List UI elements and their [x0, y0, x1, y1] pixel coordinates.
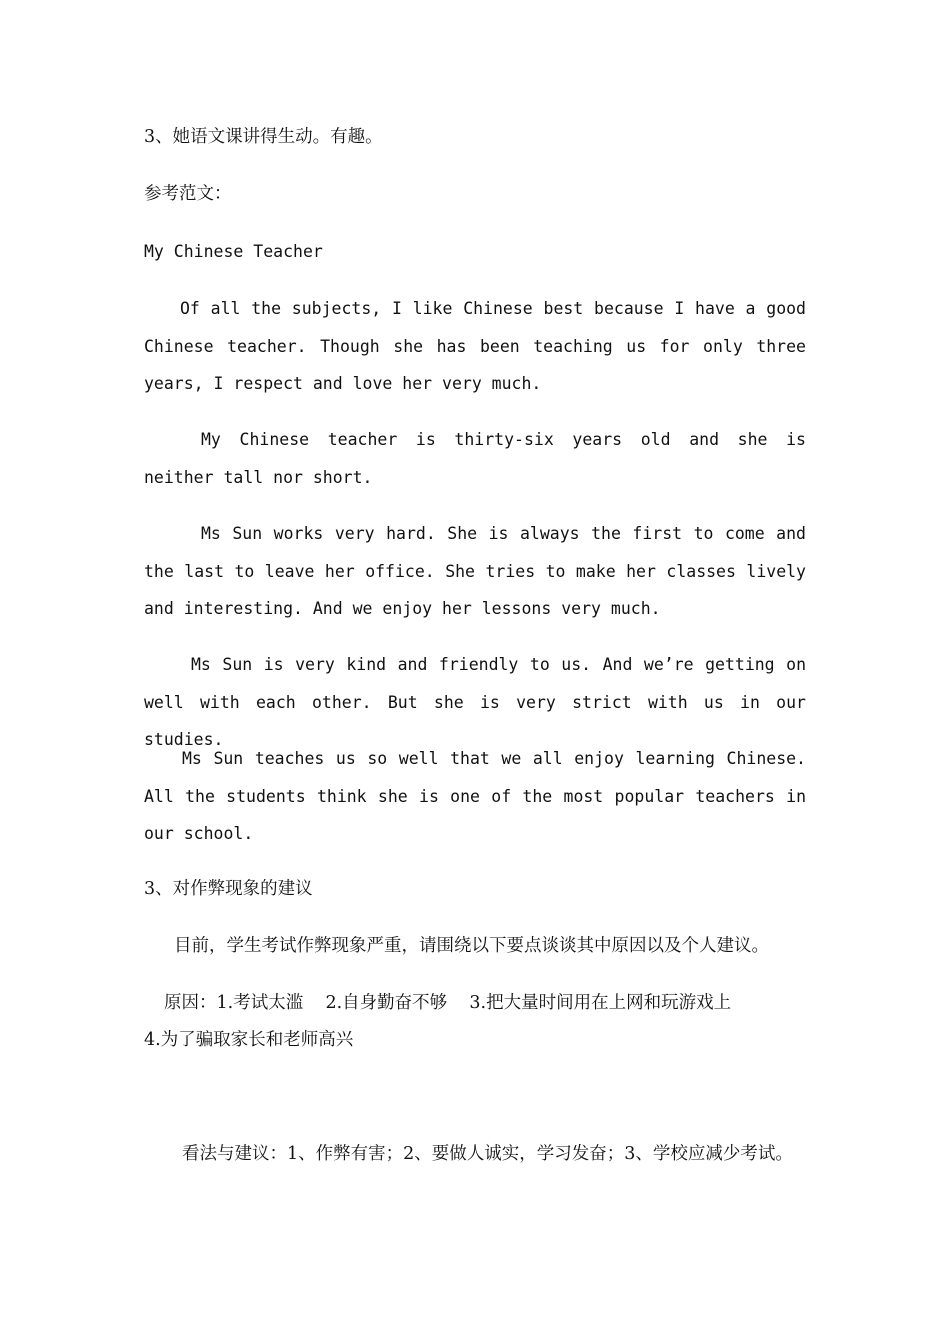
point-3-heading: 3、她语文课讲得生动。有趣。	[144, 127, 383, 147]
essay-paragraph-4: Ms Sun is very kind and friendly to us. And we’re getting on well with each other. But she is very strict with us in our studies.	[144, 655, 806, 749]
reasons-line-1: 原因：1.考试太滥 2.自身勤奋不够 3.把大量时间用在上网和玩游戏上	[164, 993, 732, 1013]
section-3-heading: 3、对作弊现象的建议	[144, 879, 313, 899]
reasons-line-2: 4.为了骗取家长和老师高兴	[144, 1030, 354, 1050]
essay-paragraph-2: My Chinese teacher is thirty-six years old and she is neither tall nor short.	[144, 430, 806, 487]
suggestions-line: 看法与建议：1、作弊有害；2、要做人诚实，学习发奋；3、学校应减少考试。	[182, 1144, 793, 1164]
section-3-prompt: 目前，学生考试作弊现象严重，请围绕以下要点谈谈其中原因以及个人建议。	[174, 936, 769, 956]
essay-title: My Chinese Teacher	[144, 242, 323, 261]
essay-paragraph-3: Ms Sun works very hard. She is always the first to come and the last to leave her office. She tries to make her classes lively and interesting. And we enjoy her lessons very much.	[144, 524, 806, 618]
essay-paragraph-5: Ms Sun teaches us so well that we all enjoy learning Chinese. All the students think she is one of the most popular teachers in our school.	[144, 749, 806, 843]
sample-essay-label: 参考范文：	[144, 184, 232, 204]
essay-paragraph-1: Of all the subjects, I like Chinese best because I have a good Chinese teacher. Though she has been teaching us for only three years, I respect and love her very much.	[144, 299, 806, 393]
